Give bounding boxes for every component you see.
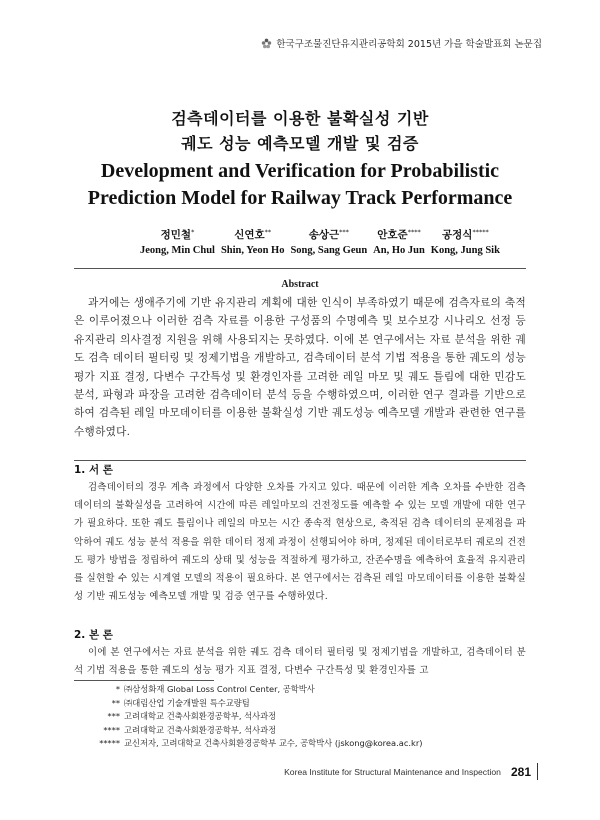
title-english-line-1: Development and Verification for Probabilistic bbox=[100, 160, 500, 182]
footnote-mark: **** bbox=[103, 724, 120, 735]
author-name-english: Shin, Yeon Ho bbox=[220, 245, 285, 256]
author-mark: ***** bbox=[472, 228, 489, 236]
author-mark: **** bbox=[407, 228, 421, 236]
footnote-text: 교신저자, 고려대학교 건축사회환경공학부 교수, 공학박사 (jskong@korea.ac.kr) bbox=[124, 738, 423, 749]
author bbox=[373, 227, 425, 256]
author bbox=[140, 227, 215, 256]
author-mark: *** bbox=[339, 228, 349, 236]
page-number: 281 bbox=[510, 764, 531, 779]
footnote-text: 고려대학교 건축사회환경공학부, 석사과정 bbox=[124, 711, 277, 722]
author-list bbox=[140, 227, 500, 256]
footnote-mark: ** bbox=[111, 697, 120, 708]
footnote bbox=[74, 683, 526, 697]
author-name-english: Song, Sang Geun bbox=[290, 245, 368, 256]
abstract-label: Abstract bbox=[281, 279, 319, 290]
divider bbox=[74, 268, 526, 269]
footnote-mark: * bbox=[115, 684, 120, 694]
footnote-text: 고려대학교 건축사회환경공학부, 석사과정 bbox=[124, 724, 277, 735]
abstract-text: 과거에는 생애주기에 기반 유지관리 계획에 대한 인식이 부족하였기 때문에 검측자료의 축적은 이루어졌으나 이러한 검측 자료를 이용한 구성품의 수명예측 및 보수보강 시나리오 선정 등 유지관리 의사결정 지원을 위해 사용되지는 못하였다. 이에 본 연구에서는 자료 분석을 위한 궤도 검측 데이터 필터링 및 정제기법을 개발하고, 검측데이터 분석 기법 적용을 통한 궤도의 성능 평가 지표 결정, 다변수 구간특성 및 환경인자를 고려한 레일 마모 및 궤도 틀림에 대한 민감도 분석, 파형과 파장을 고려한 검측데이터 분석 등을 수행하였으며, 이러한 연구 결과를 기반으로 하여 검측된 레일 마모데이터를 이용한 불확실성 기반 궤도성능 예측모델 개발과 관련한 연구를 수행하였다. bbox=[74, 297, 526, 438]
author-name-korean: 송상근 bbox=[308, 229, 340, 241]
footer-bar bbox=[537, 763, 538, 780]
title-english-line-2: Prediction Model for Railway Track Performance bbox=[87, 187, 513, 209]
footnote-mark: *** bbox=[107, 711, 120, 722]
footnote-mark: ***** bbox=[99, 738, 120, 749]
footnote bbox=[74, 710, 526, 724]
author bbox=[290, 227, 367, 256]
author-mark: * bbox=[191, 228, 195, 236]
author-mark: ** bbox=[264, 228, 272, 236]
footer-institute: Korea Institute for Structural Maintenance and Inspection bbox=[284, 766, 501, 777]
header-text: 한국구조물진단유지관리공학회 2015년 가을 학술발표회 논문집 bbox=[276, 39, 542, 50]
section-heading-body: 2. 본 론 bbox=[74, 629, 113, 641]
page-footer bbox=[284, 763, 538, 780]
flower-icon bbox=[261, 38, 272, 49]
author-name-korean: 안호준 bbox=[377, 229, 408, 241]
section-text-body: 이에 본 연구에서는 자료 분석을 위한 궤도 검측 데이터 필터링 및 정제기법을 개발하고, 검측데이터 분석 기법 적용을 통한 궤도의 성능 평가 지표 결정, 다변수 구간특성 및 환경인자를 고 bbox=[74, 647, 526, 677]
footnote-text: ㈜삼성화재 Global Loss Control Center, 공학박사 bbox=[124, 684, 315, 694]
running-header bbox=[261, 36, 542, 50]
author-name-korean: 공정식 bbox=[442, 229, 473, 241]
footnote-divider bbox=[74, 680, 214, 681]
author bbox=[221, 227, 285, 256]
divider bbox=[74, 460, 526, 461]
footnote-text: ㈜대림산업 기술개발원 특수교량팀 bbox=[124, 697, 250, 708]
section-text-introduction: 검측데이터의 경우 계측 과정에서 다양한 오차를 가지고 있다. 때문에 이러한 계측 오차를 수반한 검측데이터의 불확실성을 고려하여 시간에 따른 레일마모의 건전정도를 예측할 수 있는 모델 개발에 대한 연구가 필요하다. 또한 궤도 틀림이나 레일의 마모는 시간 종속적 현상으로, 축적된 검측 데이터의 문제점을 파악하여 궤도 성능 분석 적용을 위한 데이터 정제 과정이 선행되어야 하며, 정제된 데이터로부터 궤로의 건전도 평가 방법을 정립하여 궤도의 상태 및 성능을 적절하게 평가하고, 잔존수명을 예측하여 효율적 유지관리를 실현할 수 있는 시계열 모델의 적용이 필요하다. 본 연구에서는 검측된 레일 마모데이터를 이용한 불확실성 기반 궤도성능 예측모델 개발 및 검증 연구를 수행하였다. bbox=[74, 482, 526, 603]
footnotes bbox=[74, 683, 526, 751]
author-name-english: Kong, Jung Sik bbox=[430, 245, 500, 256]
footnote bbox=[74, 724, 526, 738]
author-name-korean: 정민철 bbox=[160, 229, 192, 241]
author-name-english: Jeong, Min Chul bbox=[140, 245, 215, 256]
section-heading-introduction: 1. 서 론 bbox=[74, 464, 113, 476]
title-korean-line-2: 궤도 성능 예측모델 개발 및 검증 bbox=[181, 134, 419, 153]
footnote bbox=[74, 697, 526, 711]
author-name-english: An, Ho Jun bbox=[373, 245, 425, 256]
title-korean-line-1: 검측데이터를 이용한 불확실성 기반 bbox=[171, 109, 429, 128]
footnote bbox=[74, 737, 526, 751]
author bbox=[431, 227, 500, 256]
author-name-korean: 신연호 bbox=[234, 229, 265, 241]
